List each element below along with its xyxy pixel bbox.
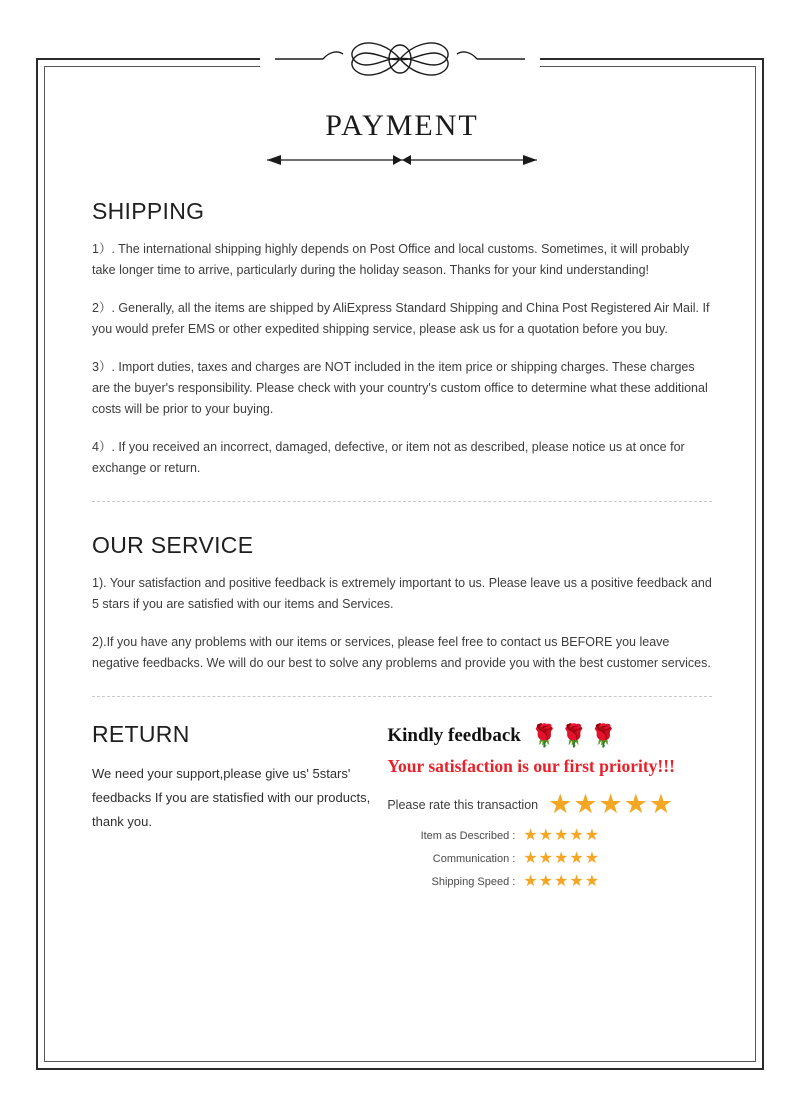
section-heading-shipping: SHIPPING: [92, 198, 205, 224]
service-paragraph-1: 1). Your satisfaction and positive feedback is extremely important to us. Please leave us a positive feedback and 5 stars if you are satisfied with our items and Services.: [92, 576, 712, 611]
section-divider-2: [92, 696, 712, 697]
feedback-block: [387, 711, 712, 897]
rose-icon: 🌹: [530, 723, 559, 748]
title-divider-icon: [257, 152, 547, 168]
rose-icon: 🌹: [560, 723, 588, 748]
criteria-label-communication: Communication :: [432, 853, 516, 865]
document-content: [92, 96, 712, 897]
rate-transaction-label: Please rate this transaction: [387, 797, 539, 812]
kindly-feedback-row: [387, 725, 712, 747]
criteria-row: [387, 828, 712, 844]
service-paragraph-2: 2).If you have any problems with our items or services, please feel free to contact us BEFORE you leave negative feedbacks. We will do our best to solve any problems and provide you with the best customer services.: [92, 635, 711, 670]
shipping-paragraph-1: 1）. The international shipping highly depends on Post Office and local customs. Sometimes, it will probably take longer time to arrive, particularly during the holiday season. Thanks for your kind understanding!: [92, 242, 690, 277]
criteria-list: [387, 828, 712, 890]
criteria-label-shipping-speed: Shipping Speed :: [431, 876, 516, 888]
criteria-stars-icon[interactable]: ★★★★★: [523, 873, 601, 890]
section-heading-our-service: OUR SERVICE: [92, 532, 254, 558]
criteria-stars-icon[interactable]: ★★★★★: [523, 850, 601, 867]
rose-icon: 🌹: [589, 723, 618, 748]
section-heading-return: RETURN: [92, 721, 190, 747]
kindly-feedback-label: Kindly feedback: [387, 725, 521, 746]
criteria-stars-icon[interactable]: ★★★★★: [523, 827, 601, 844]
bottom-area: [92, 711, 712, 897]
return-block: [92, 711, 387, 897]
section-divider-1: [92, 501, 712, 502]
page-title: PAYMENT: [325, 109, 479, 142]
criteria-row: [387, 851, 712, 867]
title-block: [92, 108, 712, 168]
rose-icons: [531, 725, 617, 747]
rate-transaction-row: [387, 791, 712, 818]
satisfaction-slogan: Your satisfaction is our first priority!!!: [387, 756, 675, 776]
top-flourish-ornament-icon: [260, 34, 540, 84]
criteria-label-item-as-described: Item as Described :: [420, 830, 516, 842]
rate-transaction-stars-icon[interactable]: ★★★★★: [548, 789, 675, 819]
shipping-paragraph-3: 3）. Import duties, taxes and charges are NOT included in the item price or shipping charges. These charges are the buyer's responsibility. Please check with your country's custom office to determine what these additional costs will be prior to your buying.: [92, 360, 708, 416]
shipping-paragraph-2: 2）. Generally, all the items are shipped by AliExpress Standard Shipping and China Post Registered Air Mail. If you would prefer EMS or other expedited shipping service, please ask us for a quotation before you buy.: [92, 301, 710, 336]
shipping-paragraph-4: 4）. If you received an incorrect, damaged, defective, or item not as described, please notice us at once for exchange or return.: [92, 440, 685, 475]
criteria-row: [387, 874, 712, 890]
return-text: We need your support,please give us' 5stars' feedbacks If you are statisfied with our products, thank you.: [92, 766, 371, 829]
